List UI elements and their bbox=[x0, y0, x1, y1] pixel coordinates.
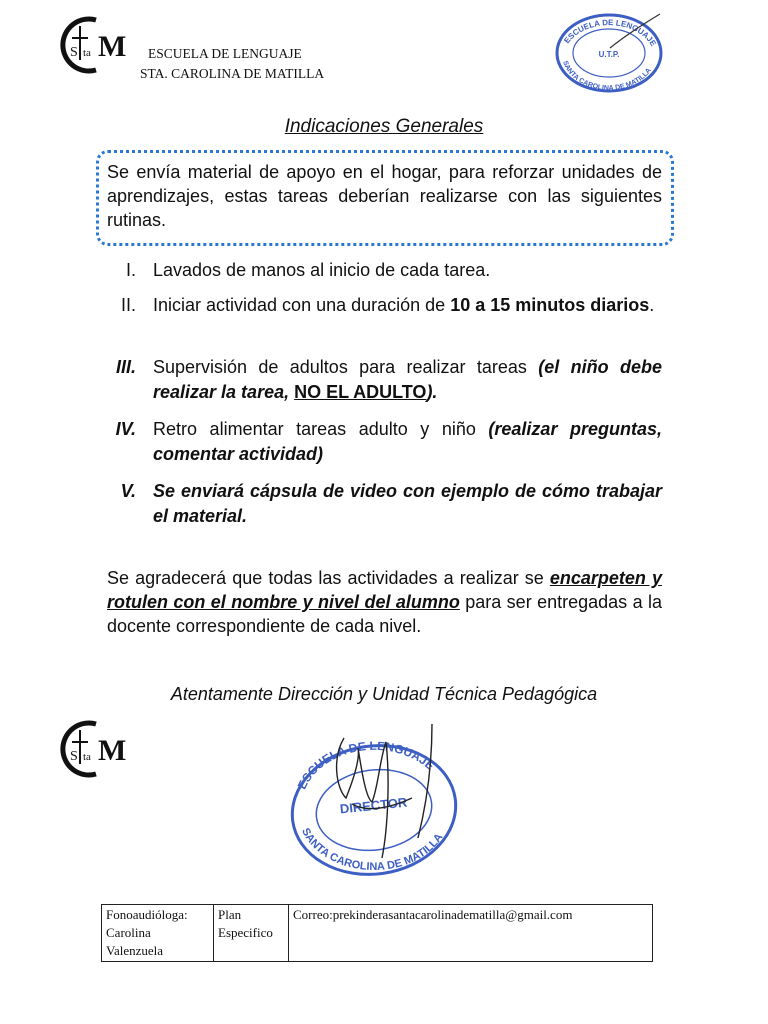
list-item bbox=[96, 355, 662, 405]
list-item bbox=[96, 293, 662, 318]
director-stamp-bottom-text: SANTA CAROLINA DE MATILLA bbox=[299, 826, 446, 874]
director-stamp-middle-text: DIRECTOR bbox=[339, 794, 408, 817]
stamp-top-bottom-text: SANTA CAROLINA DE MATILLA bbox=[561, 59, 653, 93]
item-text: Lavados de manos al inicio de cada tarea. bbox=[153, 260, 491, 280]
stamp-top-middle-text: U.T.P. bbox=[598, 50, 620, 59]
signoff: Atentamente Dirección y Unidad Técnica Pedagógica bbox=[170, 684, 598, 704]
item-bold-italic-text: (realizar preguntas, comentar actividad) bbox=[153, 419, 662, 464]
closing-paragraph bbox=[107, 566, 662, 638]
footer-plan-line2: Especifico bbox=[218, 925, 273, 940]
item-bold-italic-text: (el niño debe realizar la tarea, bbox=[153, 357, 662, 402]
item-number: II. bbox=[120, 295, 136, 315]
item-bold-italic-text: Se enviará cápsula de video con ejemplo de cómo trabajar el material. bbox=[153, 481, 662, 526]
closing-emphasis: encarpeten y rotulen con el nombre y nivel del alumno bbox=[107, 568, 662, 612]
document-title: Indicaciones Generales bbox=[284, 116, 484, 137]
item-text-end: . bbox=[649, 295, 655, 315]
closing-text: Se agradecerá que todas las actividades a realizar se bbox=[107, 568, 550, 588]
footer-role: Fonoaudióloga: bbox=[106, 907, 188, 922]
list-item bbox=[96, 417, 662, 467]
table-row bbox=[102, 905, 653, 962]
svg-text:ta: ta bbox=[83, 47, 91, 59]
item-number: IV. bbox=[115, 419, 136, 439]
item-text-end: ). bbox=[426, 382, 438, 402]
table-cell-plan bbox=[214, 905, 289, 962]
list-item bbox=[96, 258, 662, 283]
footer-plan-line1: Plan bbox=[218, 907, 242, 922]
logo-text-s: S bbox=[70, 45, 78, 60]
item-text: Retro alimentar tareas adulto y niño bbox=[153, 419, 489, 439]
item-number: V. bbox=[120, 481, 136, 501]
school-name-line1: ESCUELA DE LENGUAJE bbox=[148, 46, 302, 61]
school-logo bbox=[60, 14, 142, 76]
item-text: Iniciar actividad con una duración de bbox=[153, 295, 451, 315]
item-text: Supervisión de adultos para realizar tareas bbox=[153, 357, 539, 377]
item-bold-text: 10 a 15 minutos diarios bbox=[450, 295, 650, 315]
school-logo-bottom bbox=[60, 718, 142, 780]
list-item bbox=[96, 479, 662, 529]
item-number: I. bbox=[125, 260, 136, 280]
utp-stamp bbox=[550, 8, 668, 94]
director-stamp-top-text: ESCUELA DE LENGUAJE bbox=[294, 738, 438, 792]
item-number: III. bbox=[115, 357, 136, 377]
footer-last-name: Valenzuela bbox=[106, 943, 164, 958]
stamp-top-arc-text: ESCUELA DE LENGUAJE bbox=[562, 18, 658, 48]
closing-text-end: para ser entregadas a la docente correspondiente de cada nivel. bbox=[107, 592, 662, 636]
school-name-line2: STA. CAROLINA DE MATILLA bbox=[140, 66, 325, 81]
footer-contact-table bbox=[101, 904, 653, 962]
footer-email: Correo:prekinderasantacarolinadematilla@gmail.com bbox=[293, 907, 573, 922]
table-cell-name bbox=[102, 905, 214, 962]
item-underlined-text: NO EL ADULTO bbox=[294, 382, 427, 402]
intro-text: Se envía material de apoyo en el hogar, para reforzar unidades de aprendizajes, estas tareas deberían realizarse con las siguientes rutinas. bbox=[107, 162, 662, 230]
svg-text:M: M bbox=[98, 30, 127, 63]
svg-text:S: S bbox=[70, 749, 78, 764]
table-cell-email bbox=[289, 905, 653, 962]
director-stamp bbox=[282, 718, 464, 894]
svg-text:SANTA CAROLINA DE MATILLA bbox=[561, 60, 653, 92]
footer-first-name: Carolina bbox=[106, 925, 151, 940]
svg-text:ta: ta bbox=[83, 751, 91, 763]
svg-text:M: M bbox=[98, 734, 127, 767]
